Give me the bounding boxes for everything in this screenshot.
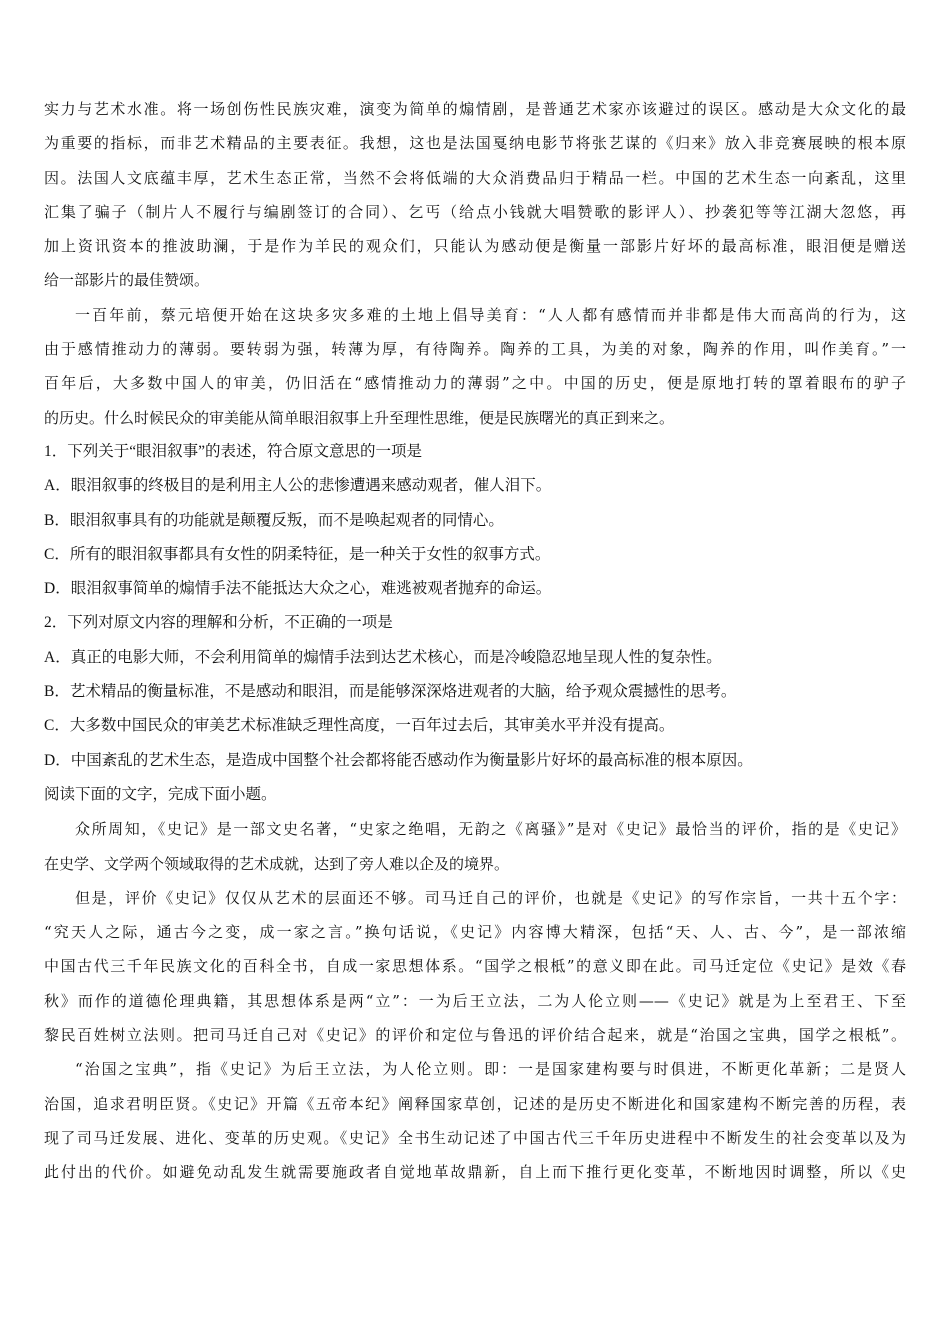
passage1-line-5: 加上资讯资本的推波助澜，于是作为羊民的观众们，只能认为感动便是衡量一部影片好坏的最高标准，眼泪便是赠送 [44, 237, 906, 256]
document-page [44, 92, 906, 1190]
passage2-para3-line-1: “治国之宝典”，指《史记》为后王立法，为人伦立则。即：一是国家建构要与时俱进，不断更化革新；二是贤人 [75, 1060, 906, 1079]
question-1-stem: 1．下列关于“眼泪叙事”的表述，符合原文意思的一项是 [44, 442, 423, 460]
passage2-para2-line-5: 黎民百姓树立法则。把司马迁自己对《史记》的评价和定位与鲁迅的评价结合起来，就是“治国之宝典，国学之根柢”。 [44, 1026, 906, 1045]
question-2-option-b: B．艺术精品的衡量标准，不是感动和眼泪，而是能够深深烙进观者的大脑，给予观众震撼性的思考。 [44, 683, 737, 701]
passage1-line-2: 为重要的指标，而非艺术精品的主要表征。我想，这也是法国戛纳电影节将张艺谋的《归来》放入非竞赛展映的根本原 [44, 134, 906, 153]
question-1-option-b: B．眼泪叙事具有的功能就是颠覆反叛，而不是唤起观者的同情心。 [44, 511, 504, 529]
passage1-line-6: 给一部影片的最佳赞颂。 [44, 271, 210, 290]
passage2-para2-line-1: 但是，评价《史记》仅仅从艺术的层面还不够。司马迁自己的评价，也就是《史记》的写作宗旨，一共十五个字： [75, 888, 906, 907]
passage1-para2-line-2: 由于感情推动力的薄弱。要转弱为强，转薄为厚，有待陶养。陶养的工具，为美的对象，陶养的作用，叫作美育。”一 [44, 340, 906, 359]
question-1-option-d: D．眼泪叙事简单的煽情手法不能抵达大众之心，难逃被观者抛弃的命运。 [44, 580, 552, 598]
question-2-option-c: C．大多数中国民众的审美艺术标准缺乏理性高度，一百年过去后，其审美水平并没有提高。 [44, 717, 675, 735]
passage1-para2-line-1: 一百年前，蔡元培便开始在这块多灾多难的土地上倡导美育：“人人都有感情而并非都是伟大而高尚的行为，这 [75, 305, 906, 324]
passage2-para2-line-3: 中国古代三千年民族文化的百科全书，自成一家思想体系。“国学之根柢”的意义即在此。司马迁定位《史记》是效《春 [44, 957, 906, 976]
passage2-para1-line-1: 众所周知，《史记》是一部文史名著，“史家之绝唱，无韵之《离骚》”是对《史记》最恰当的评价，指的是《史记》 [75, 820, 906, 839]
passage2-para3-line-3: 现了司马迁发展、进化、变革的历史观。《史记》全书生动记述了中国古代三千年历史进程中不断发生的社会变革以及为 [44, 1128, 906, 1147]
passage2-para2-line-2: “究天人之际，通古今之变，成一家之言。”换句话说，《史记》内容博大精深，包括“天、人、古、今”，是一部浓缩 [44, 923, 906, 942]
passage1-line-4: 汇集了骗子（制片人不履行与编剧签订的合同）、乞丐（给点小钱就大唱赞歌的影评人）、抄袭犯等等江湖大忽悠，再 [44, 202, 906, 221]
question-2-option-a: A．真正的电影大师，不会利用简单的煽情手法到达艺术核心，而是冷峻隐忍地呈现人性的复杂性。 [44, 648, 722, 666]
question-1-option-c: C．所有的眼泪叙事都具有女性的阴柔特征，是一种关于女性的叙事方式。 [44, 545, 551, 563]
passage2-para1-line-2: 在史学、文学两个领域取得的艺术成就，达到了旁人难以企及的境界。 [44, 854, 510, 873]
passage1-para2-line-4: 的历史。什么时候民众的审美能从简单眼泪叙事上升至理性思维，便是民族曙光的真正到来之。 [44, 408, 675, 427]
passage2-para3-line-2: 治国，追求君明臣贤。《史记》开篇《五帝本纪》阐释国家草创，记述的是历史不断进化和国家建构不断完善的历程，表 [44, 1094, 906, 1113]
passage1-para2-line-3: 百年后，大多数中国人的审美，仍旧活在“感情推动力的薄弱”之中。中国的历史，便是原地打转的罩着眼布的驴子 [44, 374, 906, 393]
question-2-stem: 2．下列对原文内容的理解和分析，不正确的一项是 [44, 614, 393, 632]
passage2-para3-line-4: 此付出的代价。如避免动乱发生就需要施政者自觉地革故鼎新，自上而下推行更化变革，不断地因时调整，所以《史 [44, 1163, 906, 1182]
passage2-para2-line-4: 秋》而作的道德伦理典籍，其思想体系是两“立”：一为后王立法，二为人伦立则——《史记》就是为上至君王、下至 [44, 991, 906, 1010]
reading-instruction: 阅读下面的文字，完成下面小题。 [44, 785, 277, 803]
passage1-line-3: 因。法国人文底蕴丰厚，艺术生态正常，当然不会将低端的大众消费品归于精品一栏。中国的艺术生态一向紊乱，这里 [44, 168, 906, 187]
question-2-option-d: D．中国紊乱的艺术生态，是造成中国整个社会都将能否感动作为衡量影片好坏的最高标准的根本原因。 [44, 751, 753, 769]
question-1-option-a: A．眼泪叙事的终极目的是利用主人公的悲惨遭遇来感动观者，催人泪下。 [44, 477, 552, 495]
passage1-line-1: 实力与艺术水准。将一场创伤性民族灾难，演变为简单的煽情剧，是普通艺术家亦该避过的误区。感动是大众文化的最 [44, 100, 906, 118]
